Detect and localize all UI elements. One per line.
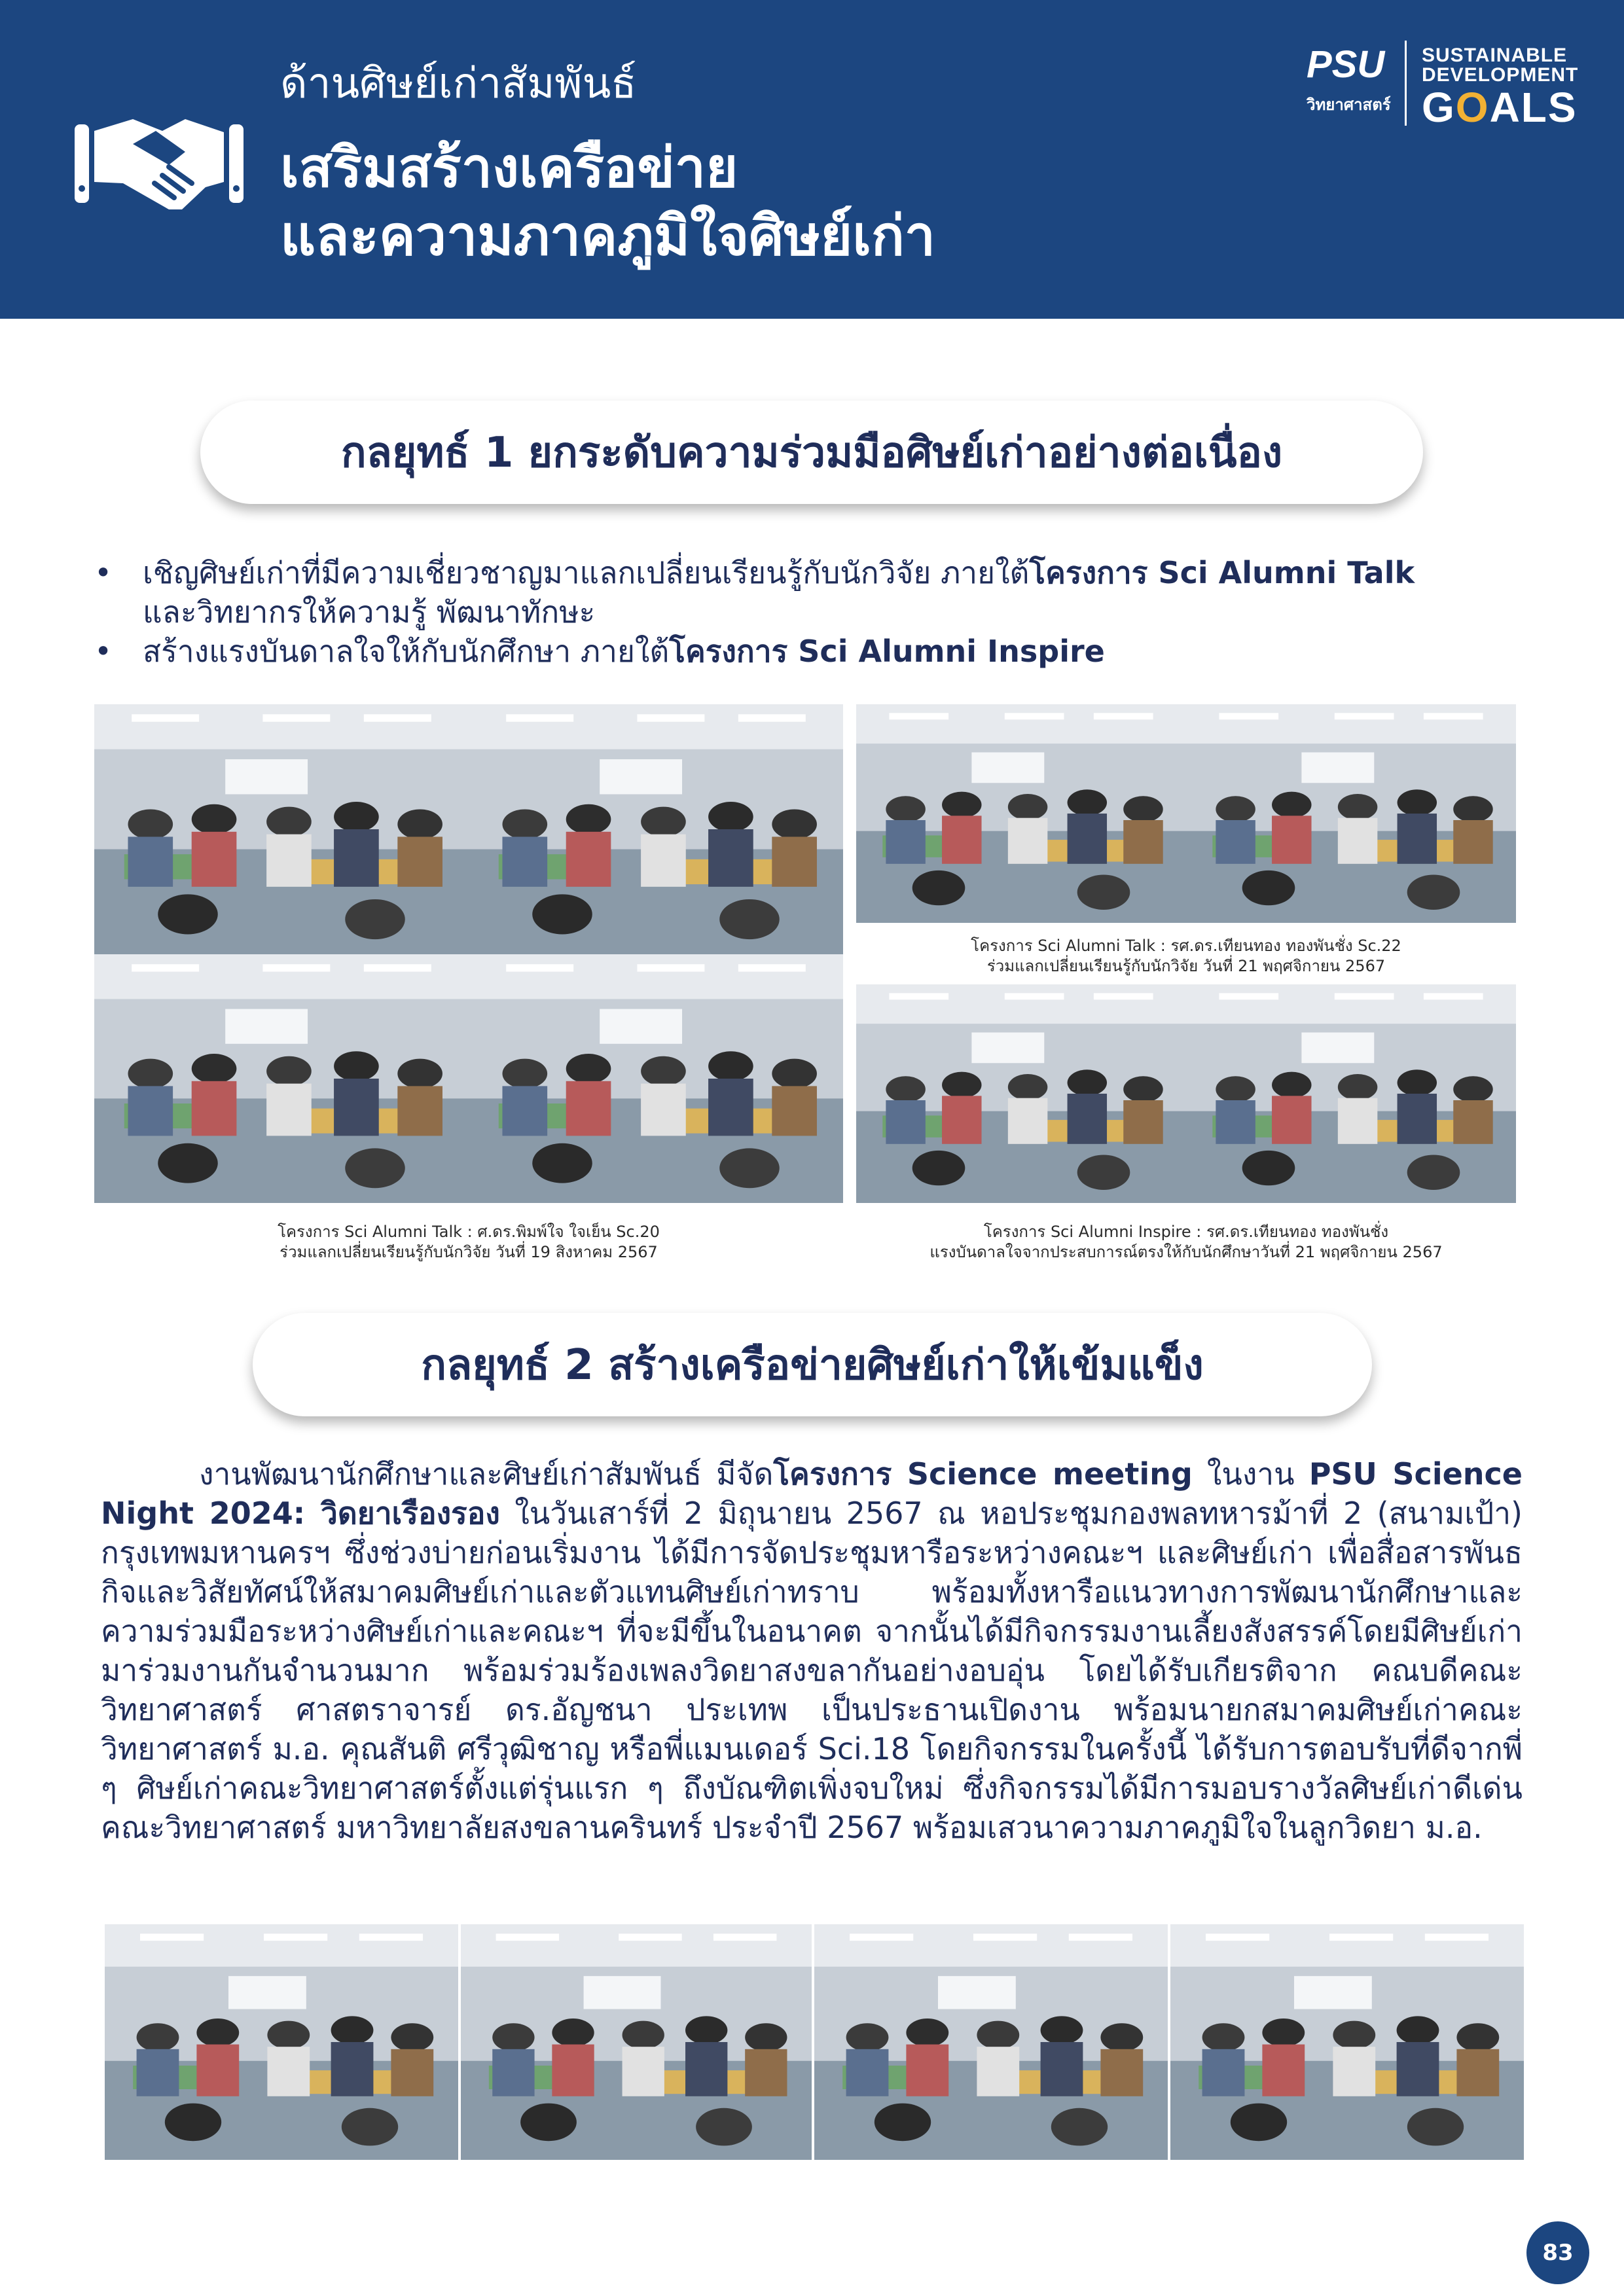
- photo-alumni-talk-3: [94, 954, 469, 1203]
- header-category: ด้านศิษย์เก่าสัมพันธ์: [280, 60, 637, 108]
- bullet-text: เชิญศิษย์เก่าที่มีความเชี่ยวชาญมาแลกเปลี่ยนเรียนรู้กับนักวิจัย ภายใต้: [143, 555, 1030, 590]
- sdg-logo: [1422, 45, 1579, 131]
- logo-divider: [1405, 41, 1407, 126]
- sdg-line1: SUSTAINABLE: [1422, 45, 1568, 66]
- caption-right-bottom: โครงการ Sci Alumni Inspire : รศ.ดร.เทียนทอง ทองพันชั่ง แรงบันดาลใจจากประสบการณ์ตรงให้กับนักศึกษาวันที่ 21 พฤศจิกายน 2567: [929, 1223, 1443, 1261]
- photo-alumni-inspire-2: [1186, 984, 1516, 1203]
- sdg-goals: GOALS: [1422, 84, 1578, 131]
- psu-logo: [1307, 43, 1391, 124]
- header-title-line2: และความภาคภูมิใจศิษย์เก่า: [280, 204, 935, 268]
- page-number: 83: [1526, 2221, 1589, 2284]
- sdg-line2: DEVELOPMENT: [1422, 64, 1579, 86]
- bullet-text-line2: และวิทยากรให้ความรู้ พัฒนาทักษะ: [143, 594, 596, 630]
- bullet-item: [94, 632, 1534, 671]
- bullet-item: [94, 553, 1534, 632]
- header-title-line1: เสริมสร้างเครือข่าย: [280, 135, 738, 200]
- photo-science-night-2: [461, 1924, 812, 2160]
- strategy1-bullets: [94, 553, 1534, 671]
- bullet-text: สร้างแรงบันดาลใจให้กับนักศึกษา ภายใต้: [143, 634, 670, 669]
- page-header: [0, 0, 1624, 319]
- psu-logo-mark: PSU: [1307, 43, 1385, 86]
- photo-alumni-talk-1: [94, 704, 469, 954]
- strategy2-heading: กลยุทธ์ 2 สร้างเครือข่ายศิษย์เก่าให้เข้มแข็ง: [253, 1313, 1372, 1416]
- photo-science-night-1: [105, 1924, 458, 2160]
- caption-right-top: โครงการ Sci Alumni Talk : รศ.ดร.เทียนทอง ทองพันชั่ง Sc.22 ร่วมแลกเปลี่ยนเรียนรู้กับนักวิจัย วันที่ 21 พฤศจิกายน 2567: [971, 937, 1401, 975]
- photo-alumni-talk-5: [856, 704, 1186, 923]
- photo-alumni-talk-6: [1186, 704, 1516, 923]
- photo-science-night-4: [1170, 1924, 1524, 2160]
- photo-alumni-talk-2: [469, 704, 843, 954]
- psu-logo-caption: วิทยาศาสตร์: [1307, 96, 1391, 114]
- bullet-bold: โครงการ Sci Alumni Talk: [1029, 555, 1415, 590]
- bullet-bold: โครงการ Sci Alumni Inspire: [669, 634, 1105, 669]
- photo-alumni-talk-4: [469, 954, 843, 1203]
- caption-left: โครงการ Sci Alumni Talk : ศ.ดร.พิมพ์ใจ ใจเย็น Sc.20 ร่วมแลกเปลี่ยนเรียนรู้กับนักวิจัย วันที่ 19 สิงหาคม 2567: [278, 1223, 660, 1261]
- photo-alumni-inspire-1: [856, 984, 1186, 1203]
- strategy1-heading: กลยุทธ์ 1 ยกระดับความร่วมมือศิษย์เก่าอย่างต่อเนื่อง: [200, 401, 1423, 504]
- strategy2-paragraph: งานพัฒนานักศึกษาและศิษย์เก่าสัมพันธ์ มีจัดโครงการ Science meeting ในงาน PSU Science Night 2024: วิดยาเรืองรอง ในวันเสาร์ที่ 2 มิถุนายน 2567 ณ หอประชุมกองพลทหารม้าที่ 2 (สนามเป้า) กรุงเทพมหานครฯ ซึ่งช่วงบ่ายก่อนเริ่มงาน ได้มีการจัดประชุมหารือระหว่างคณะฯ และศิษย์เก่า เพื่อสื่อสารพันธกิจและวิสัยทัศน์ให้สมาคมศิษย์เก่าและตัวแทนศิษย์เก่าทราบ พร้อมทั้งหารือแนวทางการพัฒนานักศึกษาและความร่วมมือระหว่างศิษย์เก่าและคณะฯ ที่จะมีขึ้นในอนาคต จากนั้นได้มีกิจกรรมงานเลี้ยงสังสรรค์โดยมีศิษย์เก่ามาร่วมงานกันจำนวนมาก พร้อมร่วมร้องเพลงวิดยาสงขลากันอย่างอบอุ่น โดยได้รับเกียรติจาก คณบดีคณะวิทยาศาสตร์ ศาสตราจารย์ ดร.อัญชนา ประเทพ เป็นประธานเปิดงาน พร้อมนายกสมาคมศิษย์เก่าคณะวิทยาศาสตร์ ม.อ. คุณสันติ ศรีวุฒิชาญ หรือพี่แมนเดอร์ Sci.18 โดยกิจกรรมในครั้งนี้ ได้รับการตอบรับที่ดีจากพี่ ๆ ศิษย์เก่าคณะวิทยาศาสตร์ตั้งแต่รุ่นแรก ๆ ถึงบัณฑิตเพิ่งจบใหม่ ซึ่งกิจกรรมได้มีการมอบรางวัลศิษย์เก่าดีเด่นคณะวิทยาศาสตร์ มหาวิทยาลัยสงขลานครินทร์ ประจำปี 2567 พร้อมเสวนาความภาคภูมิใจในลูกวิดยา ม.อ.: [101, 1456, 1523, 1845]
- handshake-icon: [71, 105, 247, 216]
- photo-science-night-3: [814, 1924, 1168, 2160]
